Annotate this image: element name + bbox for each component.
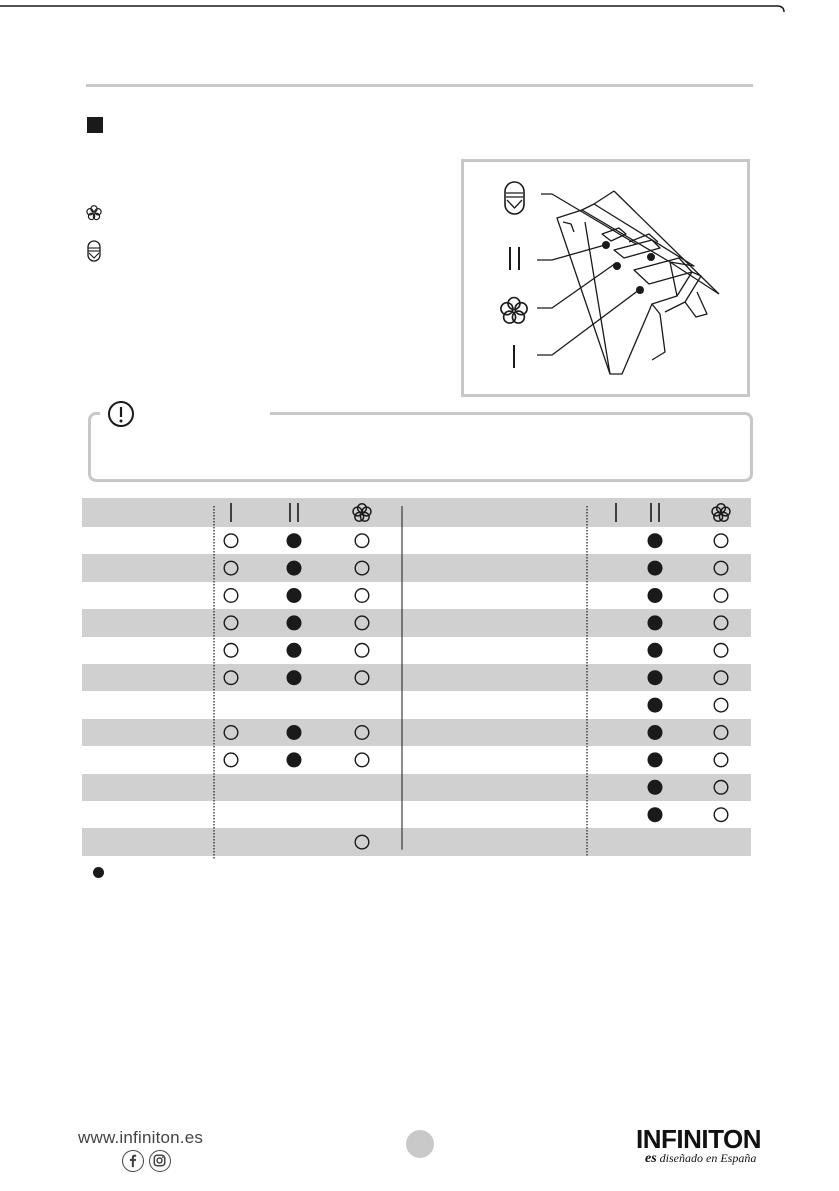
left-empty-dot [224, 616, 238, 630]
right-empty-dot [714, 534, 728, 548]
right-filled-dot [648, 807, 663, 822]
left-empty-dot [224, 726, 238, 740]
right-empty-dot [714, 616, 728, 630]
right-header-roman-two-icon [651, 503, 659, 522]
facebook-icon[interactable] [122, 1150, 144, 1172]
left-empty-dot [224, 534, 238, 548]
left-empty-dot [355, 753, 369, 767]
right-filled-dot [648, 588, 663, 603]
right-empty-dot [714, 753, 728, 767]
left-filled-dot [287, 533, 302, 548]
left-empty-dot [224, 589, 238, 603]
brand-tagline [645, 1151, 756, 1167]
left-empty-dot [355, 589, 369, 603]
left-empty-dot [224, 671, 238, 685]
tagline-text: diseñado en España [659, 1151, 757, 1165]
right-filled-dot [648, 698, 663, 713]
left-empty-dot [224, 561, 238, 575]
right-empty-dot [714, 561, 728, 575]
left-filled-dot [287, 643, 302, 658]
filled-dot-legend [93, 867, 104, 878]
right-filled-dot [648, 615, 663, 630]
instagram-icon[interactable] [149, 1150, 171, 1172]
right-filled-dot [648, 752, 663, 767]
left-filled-dot [287, 725, 302, 740]
brand-logo: INFINITON [636, 1124, 762, 1154]
left-empty-dot [224, 753, 238, 767]
right-filled-dot [648, 780, 663, 795]
left-empty-dot [355, 644, 369, 658]
tagline-prefix: es [645, 1151, 657, 1166]
right-header-flower-icon [712, 504, 730, 521]
left-header-roman-two-icon [290, 503, 298, 522]
right-empty-dot [714, 726, 728, 740]
left-empty-dot [224, 644, 238, 658]
left-empty-dot [355, 726, 369, 740]
left-empty-dot [355, 534, 369, 548]
right-filled-dot [648, 533, 663, 548]
page-number-badge [406, 1130, 434, 1158]
right-empty-dot [714, 808, 728, 822]
right-filled-dot [648, 725, 663, 740]
left-header-flower-icon [353, 504, 371, 521]
right-filled-dot [648, 643, 663, 658]
left-empty-dot [355, 561, 369, 575]
left-filled-dot [287, 752, 302, 767]
left-empty-dot [355, 671, 369, 685]
left-filled-dot [287, 561, 302, 576]
right-empty-dot [714, 781, 728, 795]
right-empty-dot [714, 644, 728, 658]
left-filled-dot [287, 588, 302, 603]
left-filled-dot [287, 670, 302, 685]
right-empty-dot [714, 671, 728, 685]
left-filled-dot [287, 615, 302, 630]
right-empty-dot [714, 589, 728, 603]
left-empty-dot [355, 835, 369, 849]
right-filled-dot [648, 561, 663, 576]
right-empty-dot [714, 698, 728, 712]
website-url[interactable]: www.infiniton.es [78, 1128, 204, 1147]
left-empty-dot [355, 616, 369, 630]
right-filled-dot [648, 670, 663, 685]
